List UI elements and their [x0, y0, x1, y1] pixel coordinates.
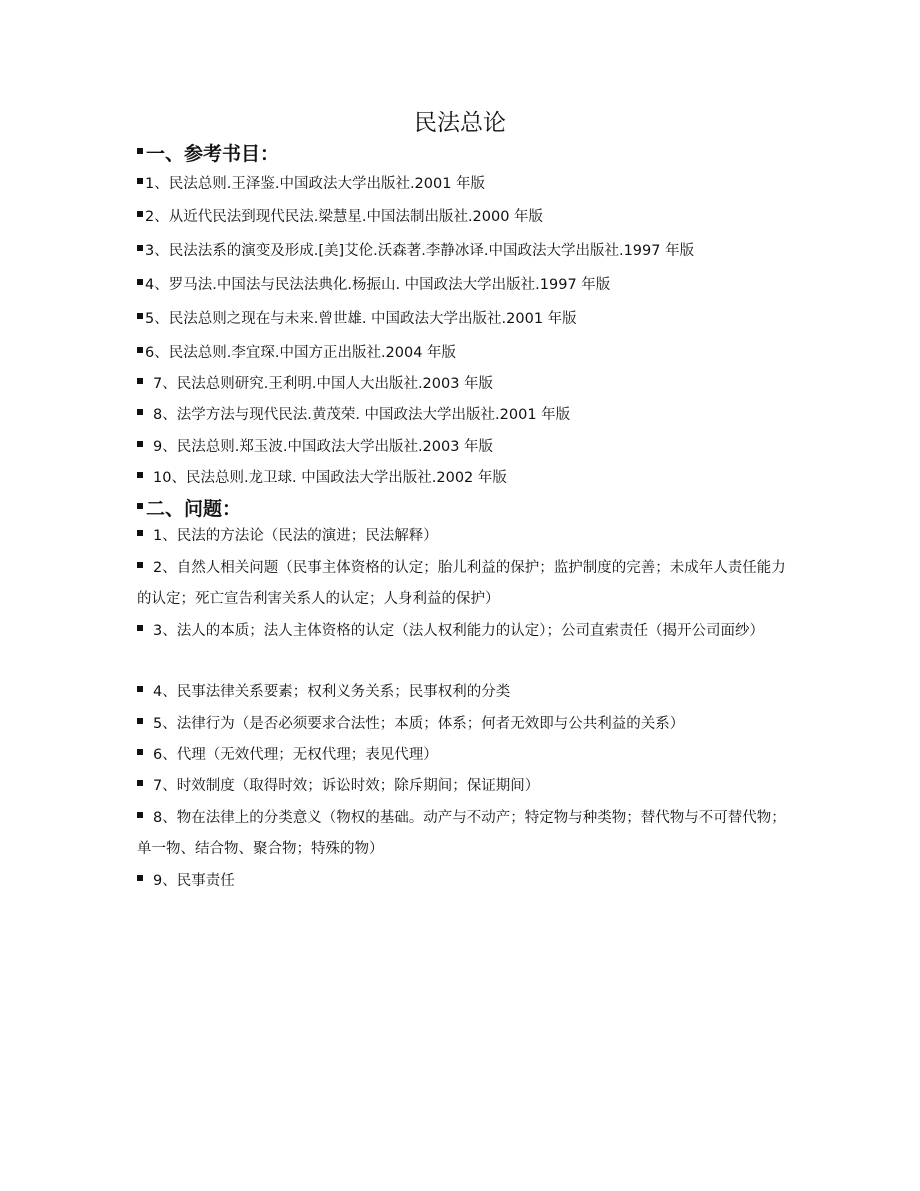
- bullet-icon: [137, 441, 143, 447]
- reference-item: 8、法学方法与现代民法.黄茂荣. 中国政法大学出版社.2001 年版: [137, 400, 789, 431]
- bullet-icon: [137, 313, 143, 319]
- bullet-icon: [137, 245, 143, 251]
- reference-item: 10、民法总则.龙卫球. 中国政法大学出版社.2002 年版: [137, 463, 789, 494]
- reference-item: 5、民法总则之现在与未来.曾世雄. 中国政法大学出版社.2001 年版: [137, 304, 789, 335]
- reference-item: 6、民法总则.李宜琛.中国方正出版社.2004 年版: [137, 338, 789, 369]
- bullet-icon: [137, 148, 143, 154]
- bullet-icon: [137, 472, 143, 478]
- reference-item: 1、民法总则.王泽鉴.中国政法大学出版社.2001 年版: [137, 169, 789, 200]
- bullet-icon: [137, 178, 143, 184]
- bullet-icon: [137, 749, 143, 755]
- reference-item: 7、民法总则研究.王利明.中国人大出版社.2003 年版: [137, 369, 789, 400]
- reference-item: 4、罗马法.中国法与民法法典化.杨振山. 中国政法大学出版社.1997 年版: [137, 270, 789, 301]
- bullet-icon: [137, 875, 143, 881]
- reference-item: 3、民法法系的演变及形成.[美]艾伦.沃森著.李静冰译.中国政法大学出版社.1997 年版: [137, 236, 789, 267]
- question-item: 1、民法的方法论（民法的演进；民法解释）: [137, 521, 789, 552]
- bullet-icon: [137, 378, 143, 384]
- bullet-icon: [137, 718, 143, 724]
- question-item: 6、代理（无效代理；无权代理；表见代理）: [137, 740, 789, 771]
- bullet-icon: [137, 562, 143, 568]
- question-item: 8、物在法律上的分类意义（物权的基础。动产与不动产；特定物与种类物；替代物与不可替代物；单一物、结合物、聚合物；特殊的物）: [137, 810, 786, 857]
- reference-item: 2、从近代民法到现代民法.梁慧星.中国法制出版社.2000 年版: [137, 202, 789, 233]
- question-item: 5、法律行为（是否必须要求合法性；本质；体系；何者无效即与公共利益的关系）: [137, 709, 789, 740]
- section-heading-text: 二、问题：: [146, 498, 242, 520]
- section-heading-references: [137, 141, 279, 167]
- bullet-icon: [137, 347, 143, 353]
- bullet-icon: [137, 686, 143, 692]
- bullet-icon: [137, 812, 143, 818]
- bullet-icon: [137, 625, 143, 631]
- reference-item: 9、民法总则.郑玉波.中国政法大学出版社.2003 年版: [137, 432, 789, 463]
- bullet-icon: [137, 409, 143, 415]
- document-title: 民法总论: [414, 110, 506, 136]
- bullet-icon: [137, 780, 143, 786]
- bullet-icon: [137, 503, 143, 509]
- bullet-icon: [137, 211, 143, 217]
- bullet-icon: [137, 279, 143, 285]
- section-heading-questions: [137, 496, 241, 522]
- bullet-icon: [137, 530, 143, 536]
- question-item: 9、民事责任: [137, 866, 789, 897]
- section-heading-text: 一、参考书目：: [146, 143, 280, 165]
- question-item: 4、民事法律关系要素；权利义务关系；民事权利的分类: [137, 677, 789, 708]
- question-item: 2、自然人相关问题（民事主体资格的认定；胎儿利益的保护；监护制度的完善；未成年人责任能力的认定；死亡宣告利害关系人的认定；人身利益的保护）: [137, 560, 786, 607]
- question-item: 7、时效制度（取得时效；诉讼时效；除斥期间；保证期间）: [137, 771, 789, 802]
- question-item: 3、法人的本质；法人主体资格的认定（法人权利能力的认定）；公司直索责任（揭开公司面纱）: [137, 616, 789, 647]
